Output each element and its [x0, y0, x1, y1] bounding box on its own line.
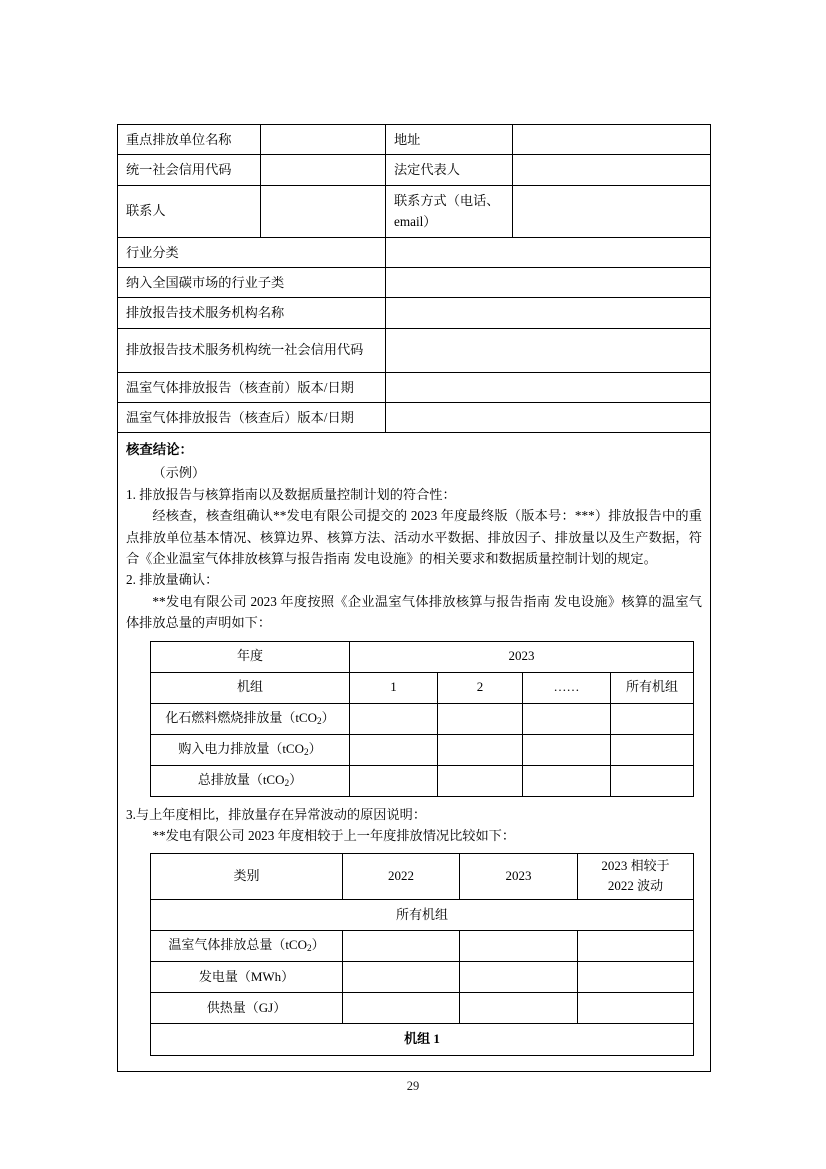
table-row: [118, 403, 711, 433]
yoy-comparison-table: [150, 853, 694, 1055]
table-row: [118, 237, 711, 267]
verification-conclusion-cell: [118, 433, 711, 1071]
label-text: 温室气体排放总量（tCO: [168, 936, 307, 952]
comparison-row-label-heat-supply: 供热量（GJ）: [151, 992, 343, 1023]
emission-row-label-fossil-fuel: [151, 703, 350, 734]
field-label-report-pre-verification: 温室气体排放报告（核查前）版本/日期: [118, 372, 386, 402]
conclusion-item2-heading: 2. 排放量确认：: [126, 572, 219, 588]
field-value-report-post-verification[interactable]: [386, 403, 711, 433]
subscript-2: 2: [284, 778, 290, 789]
field-label-credit-code: 统一社会信用代码: [118, 155, 261, 185]
field-label-report-post-verification: 温室气体排放报告（核查后）版本/日期: [118, 403, 386, 433]
field-value-credit-code[interactable]: [261, 155, 386, 185]
emission-year-value: 2023: [350, 641, 694, 672]
field-label-legal-rep: 法定代表人: [386, 155, 513, 185]
conclusion-item1-heading: 1. 排放报告与核算指南以及数据质量控制计划的符合性：: [126, 486, 456, 502]
page-number: 29: [406, 1079, 420, 1093]
fluctuation-line-2: 2022 波动: [607, 878, 664, 894]
comparison-cell[interactable]: [343, 961, 460, 992]
comparison-cell[interactable]: [460, 992, 578, 1023]
subscript-2: 2: [303, 747, 309, 758]
field-value-report-pre-verification[interactable]: [386, 372, 711, 402]
emission-cell[interactable]: [438, 734, 523, 765]
label-tail: ）: [289, 771, 303, 787]
field-label-contact-method: 联系方式（电话、email）: [386, 185, 513, 237]
label-tail: ）: [308, 740, 322, 756]
field-value-legal-rep[interactable]: [513, 155, 711, 185]
table-row: [151, 672, 694, 703]
comparison-cell[interactable]: [343, 992, 460, 1023]
comparison-group-unit-1: 机组 1: [151, 1023, 694, 1055]
table-row: [151, 930, 694, 961]
emission-cell[interactable]: [523, 734, 611, 765]
emission-cell[interactable]: [438, 765, 523, 796]
conclusion-example-note: （示例）: [152, 464, 206, 480]
conclusion-item1-body: 经核查，核查组确认**发电有限公司提交的 2023 年度最终版（版本号：***）排放报告中的重点排放单位基本情况、核算边界、核算方法、活动水平数据、排放因子、排放量以及生产数据，符合《企业温室气体排放核算与报告指南 发电设施》的相关要求和数据质量控制计划的规定。: [126, 508, 702, 567]
table-row: [151, 641, 694, 672]
comparison-cell[interactable]: [343, 930, 460, 961]
subscript-2: 2: [316, 716, 322, 727]
comparison-cell[interactable]: [578, 930, 694, 961]
field-value-contact-method[interactable]: [513, 185, 711, 237]
comparison-cell[interactable]: [578, 992, 694, 1023]
emission-row-label-total: [151, 765, 350, 796]
emission-cell[interactable]: [611, 703, 694, 734]
subscript-2: 2: [306, 943, 312, 954]
table-row: [118, 155, 711, 185]
comparison-cell[interactable]: [578, 961, 694, 992]
table-row: [118, 125, 711, 155]
table-row: [151, 992, 694, 1023]
field-label-service-org-name: 排放报告技术服务机构名称: [118, 298, 386, 328]
verification-form-table: [117, 124, 711, 1072]
emission-unit-label: 机组: [151, 672, 350, 703]
conclusion-item2-body: **发电有限公司 2023 年度按照《企业温室气体排放核算与报告指南 发电设施》核算的温室气体排放总量的声明如下：: [126, 593, 702, 631]
emission-unit-col-ellipsis: ……: [523, 672, 611, 703]
conclusion-item3-heading: 3.与上年度相比，排放量存在异常波动的原因说明：: [126, 806, 427, 822]
field-value-entity-name[interactable]: [261, 125, 386, 155]
emission-unit-col-1: 1: [350, 672, 438, 703]
field-label-entity-name: 重点排放单位名称: [118, 125, 261, 155]
field-value-carbon-market-subcategory[interactable]: [386, 267, 711, 297]
emission-cell[interactable]: [350, 765, 438, 796]
field-label-carbon-market-subcategory: 纳入全国碳市场的行业子类: [118, 267, 386, 297]
emission-year-label: 年度: [151, 641, 350, 672]
table-row: [151, 854, 694, 899]
fluctuation-line-1: 2023 相较于: [601, 858, 670, 874]
table-row-group-header: [151, 899, 694, 930]
comparison-cell[interactable]: [460, 930, 578, 961]
comparison-header-fluctuation: [578, 854, 694, 899]
conclusion-title: 核查结论：: [126, 442, 193, 458]
emission-cell[interactable]: [611, 734, 694, 765]
table-row-conclusion: [118, 433, 711, 1071]
comparison-header-2022: 2022: [343, 854, 460, 899]
emission-cell[interactable]: [523, 703, 611, 734]
emission-cell[interactable]: [350, 703, 438, 734]
label-text: 总排放量（tCO: [197, 771, 285, 787]
label-text: 购入电力排放量（tCO: [178, 740, 304, 756]
field-label-address: 地址: [386, 125, 513, 155]
label-tail: ）: [321, 709, 335, 725]
field-label-industry-class: 行业分类: [118, 237, 386, 267]
emission-cell[interactable]: [438, 703, 523, 734]
table-row: [118, 328, 711, 372]
comparison-row-label-total-ghg: [151, 930, 343, 961]
comparison-group-all-units: 所有机组: [151, 899, 694, 930]
field-value-service-org-credit-code[interactable]: [386, 328, 711, 372]
emission-cell[interactable]: [350, 734, 438, 765]
table-row: [118, 185, 711, 237]
table-row: [118, 372, 711, 402]
table-row: [151, 703, 694, 734]
emission-unit-col-2: 2: [438, 672, 523, 703]
field-label-contact-person: 联系人: [118, 185, 261, 237]
comparison-cell[interactable]: [460, 961, 578, 992]
field-value-address[interactable]: [513, 125, 711, 155]
label-text: 化石燃料燃烧排放量（tCO: [165, 709, 317, 725]
table-row: [118, 267, 711, 297]
conclusion-item3-body: **发电有限公司 2023 年度相较于上一年度排放情况比较如下：: [152, 827, 516, 843]
emission-cell[interactable]: [611, 765, 694, 796]
emission-row-label-purchased-power: [151, 734, 350, 765]
table-row: [151, 765, 694, 796]
comparison-header-category: 类别: [151, 854, 343, 899]
emission-cell[interactable]: [523, 765, 611, 796]
field-label-service-org-credit-code: 排放报告技术服务机构统一社会信用代码: [118, 328, 386, 372]
table-row-group-header: [151, 1023, 694, 1055]
comparison-row-label-power-generation: 发电量（MWh）: [151, 961, 343, 992]
table-row: [118, 298, 711, 328]
table-row: [151, 961, 694, 992]
emission-summary-table: [150, 641, 694, 797]
field-value-service-org-name[interactable]: [386, 298, 711, 328]
label-tail: ）: [311, 936, 325, 952]
comparison-header-2023: 2023: [460, 854, 578, 899]
field-value-contact-person[interactable]: [261, 185, 386, 237]
table-row: [151, 734, 694, 765]
emission-unit-col-all: 所有机组: [611, 672, 694, 703]
field-value-industry-class[interactable]: [386, 237, 711, 267]
